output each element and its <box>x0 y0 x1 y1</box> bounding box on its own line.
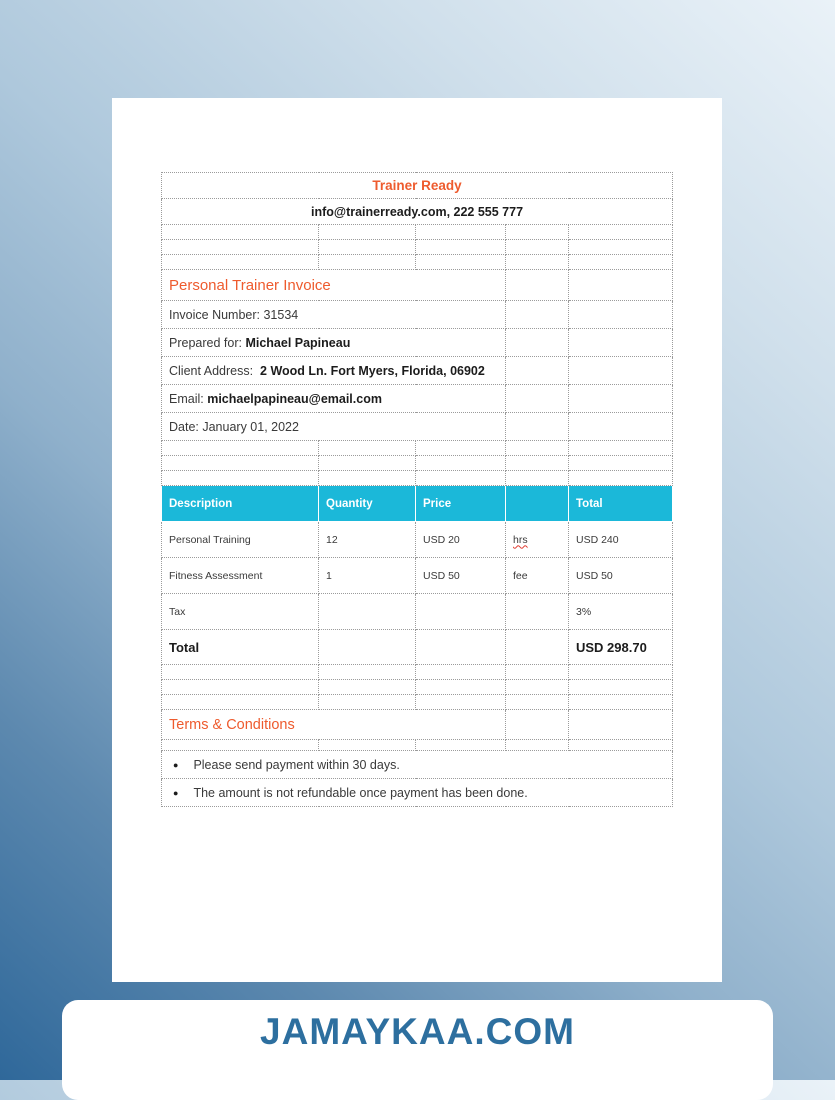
empty-cell <box>506 680 569 695</box>
description-cell: Tax <box>162 594 319 630</box>
field-label: Invoice Number: <box>169 307 264 322</box>
page-title: Personal Trainer Invoice <box>162 270 506 301</box>
header-total: Total <box>569 486 673 522</box>
empty-cell <box>319 630 416 665</box>
field-value: 2 Wood Ln. Fort Myers, Florida, 06902 <box>260 363 485 378</box>
tax-row <box>162 594 673 630</box>
empty-cell <box>162 225 319 240</box>
empty-cell <box>162 740 319 751</box>
empty-cell <box>319 680 416 695</box>
terms-bullet-text: Please send payment within 30 days. <box>193 757 400 772</box>
misspelled-word: hrs <box>513 533 528 546</box>
empty-cell <box>569 695 673 710</box>
spacer-row <box>162 255 673 270</box>
empty-cell <box>162 240 319 255</box>
unit-cell: fee <box>506 558 569 594</box>
spacer-row <box>162 680 673 695</box>
tax-value-cell: 3% <box>569 594 673 630</box>
empty-cell <box>569 301 673 329</box>
empty-cell <box>319 255 416 270</box>
terms-bullet-row <box>162 751 673 779</box>
empty-cell <box>569 329 673 357</box>
company-name: Trainer Ready <box>162 173 673 199</box>
empty-cell <box>506 301 569 329</box>
empty-cell <box>569 240 673 255</box>
total-cell: USD 50 <box>569 558 673 594</box>
empty-cell <box>569 740 673 751</box>
empty-cell <box>506 385 569 413</box>
spacer-row <box>162 441 673 456</box>
empty-cell <box>416 255 506 270</box>
watermark-banner <box>62 1000 773 1100</box>
empty-cell <box>506 665 569 680</box>
empty-cell <box>569 225 673 240</box>
field-label: Client Address: <box>169 363 261 378</box>
empty-cell <box>506 441 569 456</box>
empty-cell <box>569 255 673 270</box>
empty-cell <box>162 695 319 710</box>
price-cell: USD 50 <box>416 558 506 594</box>
spacer-row <box>162 471 673 486</box>
prepared-for-row <box>162 329 673 357</box>
empty-cell <box>319 441 416 456</box>
terms-bullet-row <box>162 779 673 807</box>
spacer-row <box>162 665 673 680</box>
client-address-row <box>162 357 673 385</box>
spacer-row <box>162 225 673 240</box>
empty-cell <box>569 665 673 680</box>
empty-cell <box>416 240 506 255</box>
spacer-row <box>162 240 673 255</box>
header-unit <box>506 486 569 522</box>
client-address-cell <box>162 357 506 385</box>
empty-cell <box>506 225 569 240</box>
empty-cell <box>162 680 319 695</box>
company-name-row <box>162 173 673 199</box>
invoice-number-cell <box>162 301 506 329</box>
invoice-table <box>161 172 673 807</box>
spacer-row <box>162 740 673 751</box>
spacer-row <box>162 695 673 710</box>
empty-cell <box>319 240 416 255</box>
empty-cell <box>569 471 673 486</box>
terms-bullet-cell <box>162 779 673 807</box>
empty-cell <box>506 255 569 270</box>
empty-cell <box>416 630 506 665</box>
date-cell <box>162 413 506 441</box>
date-row <box>162 413 673 441</box>
empty-cell <box>569 413 673 441</box>
field-value: Michael Papineau <box>245 335 351 350</box>
empty-cell <box>319 594 416 630</box>
header-quantity: Quantity <box>319 486 416 522</box>
header-description: Description <box>162 486 319 522</box>
empty-cell <box>506 740 569 751</box>
description-cell: Fitness Assessment <box>162 558 319 594</box>
total-row <box>162 630 673 665</box>
empty-cell <box>569 710 673 740</box>
empty-cell <box>569 441 673 456</box>
email-row <box>162 385 673 413</box>
field-label: Prepared for: <box>169 335 246 350</box>
empty-cell <box>162 665 319 680</box>
email-cell <box>162 385 506 413</box>
empty-cell <box>162 441 319 456</box>
total-cell: USD 240 <box>569 522 673 558</box>
empty-cell <box>506 270 569 301</box>
bullet-icon: ● <box>173 787 179 798</box>
empty-cell <box>569 385 673 413</box>
quantity-cell: 1 <box>319 558 416 594</box>
empty-cell <box>506 471 569 486</box>
empty-cell <box>506 329 569 357</box>
empty-cell <box>416 665 506 680</box>
empty-cell <box>416 740 506 751</box>
price-cell: USD 20 <box>416 522 506 558</box>
empty-cell <box>319 456 416 471</box>
empty-cell <box>506 695 569 710</box>
empty-cell <box>319 471 416 486</box>
empty-cell <box>569 357 673 385</box>
empty-cell <box>506 710 569 740</box>
empty-cell <box>319 740 416 751</box>
empty-cell <box>506 357 569 385</box>
empty-cell <box>416 225 506 240</box>
watermark-text: JAMAYKAA.COM <box>260 1011 575 1052</box>
unit-cell <box>506 522 569 558</box>
empty-cell <box>162 456 319 471</box>
empty-cell <box>162 255 319 270</box>
empty-cell <box>319 225 416 240</box>
bullet-icon: ● <box>173 759 179 770</box>
empty-cell <box>506 240 569 255</box>
field-value: January 01, 2022 <box>202 419 299 434</box>
field-label: Date: <box>169 419 203 434</box>
empty-cell <box>162 471 319 486</box>
header-price: Price <box>416 486 506 522</box>
empty-cell <box>569 456 673 471</box>
terms-bullet-cell <box>162 751 673 779</box>
company-contact-row <box>162 199 673 225</box>
empty-cell <box>416 594 506 630</box>
empty-cell <box>506 594 569 630</box>
empty-cell <box>319 665 416 680</box>
empty-cell <box>569 680 673 695</box>
empty-cell <box>416 471 506 486</box>
spacer-row <box>162 456 673 471</box>
empty-cell <box>416 680 506 695</box>
company-contact: info@trainerready.com, 222 555 777 <box>162 199 673 225</box>
field-label: Email: <box>169 391 208 406</box>
field-value: michaelpapineau@email.com <box>207 391 382 406</box>
empty-cell <box>416 441 506 456</box>
empty-cell <box>416 456 506 471</box>
grand-total-cell: USD 298.70 <box>569 630 673 665</box>
invoice-number-row <box>162 301 673 329</box>
document-page <box>112 98 722 982</box>
title-row <box>162 270 673 301</box>
field-value: 31534 <box>263 307 299 322</box>
total-label-cell: Total <box>162 630 319 665</box>
empty-cell <box>506 630 569 665</box>
empty-cell <box>506 413 569 441</box>
description-cell: Personal Training <box>162 522 319 558</box>
terms-heading: Terms & Conditions <box>162 710 506 740</box>
table-header-row <box>162 486 673 522</box>
table-row <box>162 522 673 558</box>
terms-heading-row <box>162 710 673 740</box>
empty-cell <box>569 270 673 301</box>
empty-cell <box>416 695 506 710</box>
terms-bullet-text: The amount is not refundable once payment has been done. <box>193 785 528 800</box>
prepared-for-cell <box>162 329 506 357</box>
empty-cell <box>506 456 569 471</box>
quantity-cell: 12 <box>319 522 416 558</box>
table-row <box>162 558 673 594</box>
empty-cell <box>319 695 416 710</box>
